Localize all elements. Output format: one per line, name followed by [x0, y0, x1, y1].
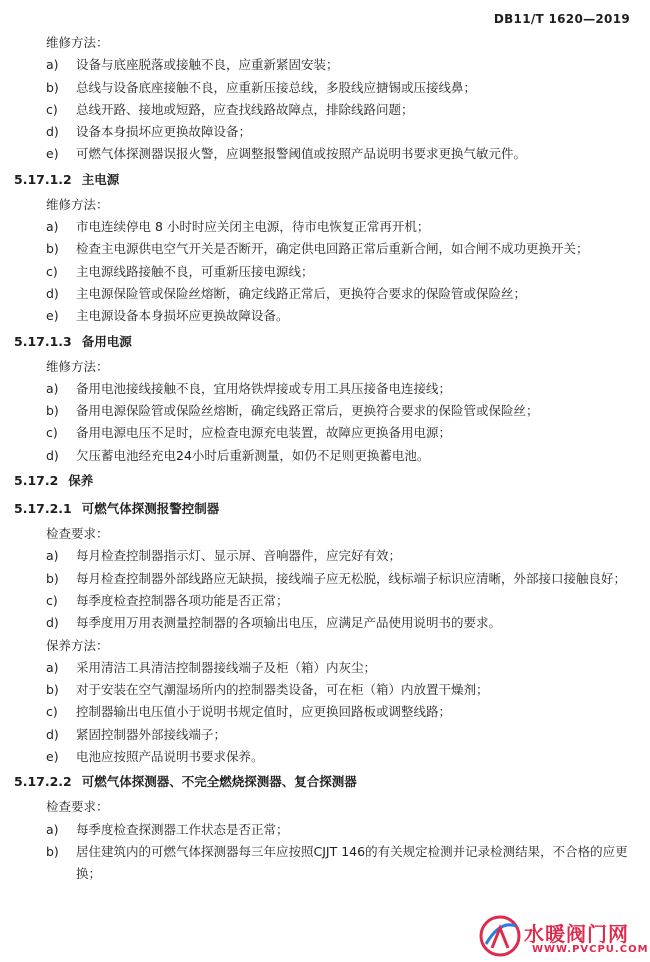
list-item — [0, 216, 650, 238]
section-title: 保养 — [68, 473, 94, 489]
list-item — [0, 657, 650, 679]
list-item-label: d) — [46, 285, 59, 301]
list-item — [0, 612, 650, 634]
list-intro: 维修方法： — [46, 196, 109, 212]
list-item-label: b) — [46, 843, 59, 859]
list-item-label: a) — [46, 821, 59, 837]
section-heading — [0, 768, 650, 796]
document-body — [0, 32, 650, 886]
watermark — [478, 914, 648, 960]
list-item-text: 可燃气体探测器误报火警，应调整报警阈值或按照产品说明书要求更换气敏元件。 — [76, 146, 527, 162]
section-title: 备用电源 — [81, 333, 132, 349]
list-item — [0, 121, 650, 143]
list-item-text: 控制器输出电压值小于说明书规定值时，应更换回路板或调整线路； — [76, 704, 452, 720]
section-number: 5.17.1.2 — [14, 171, 72, 187]
list-item-text: 电池应按照产品说明书要求保养。 — [76, 749, 264, 765]
list-item-text: 欠压蓄电池经充电24小时后重新测量，如仍不足则更换蓄电池。 — [76, 447, 430, 463]
list-item-text: 检查主电源供电空气开关是否断开，确定供电回路正常后重新合闸，如合闸不成功更换开关； — [76, 241, 589, 257]
list-item — [0, 746, 650, 768]
list-item-label: e) — [46, 308, 59, 324]
section-heading — [0, 495, 650, 523]
list-item-text: 每月检查控制器指示灯、显示屏、音响器件，应完好有效； — [76, 548, 402, 564]
watermark-title: 水暖阀门网 — [524, 922, 629, 946]
list-item-label: b) — [46, 682, 59, 698]
list-item-text: 对于安装在空气潮湿场所内的控制器类设备，可在柜（箱）内放置干燥剂； — [76, 682, 489, 698]
section-title: 可燃气体探测器、不完全燃烧探测器、复合探测器 — [81, 774, 357, 790]
list-item-text: 主电源设备本身损坏应更换故障设备。 — [76, 308, 289, 324]
list-item-text: 备用电源保险管或保险丝熔断，确定线路正常后，更换符合要求的保险管或保险丝； — [76, 403, 539, 419]
section-number: 5.17.1.3 — [14, 333, 72, 349]
list-item-text: 市电连续停电 8 小时时应关闭主电源，待市电恢复正常再开机； — [76, 219, 430, 235]
list-item-text: 每季度用万用表测量控制器的各项输出电压，应满足产品使用说明书的要求。 — [76, 615, 502, 631]
list-item-text: 每月检查控制器外部线路应无缺损，接线端子应无松脱，线标端子标识应清晰，外部接口接触良好； — [76, 570, 627, 586]
list-item — [0, 305, 650, 327]
section-number: 5.17.2.1 — [14, 501, 72, 517]
list-item-label: d) — [46, 124, 59, 140]
list-item-label: b) — [46, 241, 59, 257]
list-intro: 维修方法： — [46, 35, 109, 50]
list-item-label: b) — [46, 570, 59, 586]
list-item-text: 设备本身损坏应更换故障设备； — [76, 124, 252, 140]
section-heading — [0, 166, 650, 194]
section-number: 5.17.2.2 — [14, 774, 72, 790]
list-item — [0, 841, 650, 886]
watermark-url: WWW.PVCPU.COM — [532, 944, 649, 955]
section-title: 主电源 — [81, 171, 120, 187]
list-item-label: c) — [46, 101, 58, 117]
section-title: 可燃气体探测报警控制器 — [81, 501, 220, 517]
list-item — [0, 679, 650, 701]
list-item — [0, 568, 650, 590]
section-heading — [0, 328, 650, 356]
list-item — [0, 400, 650, 422]
list-item-text: 备用电源电压不足时，应检查电源充电装置，故障应更换备用电源； — [76, 425, 452, 441]
list-item-label: a) — [46, 219, 59, 235]
list-item-text: 每季度检查探测器工作状态是否正常； — [76, 821, 289, 837]
list-item-text: 紧固控制器外部接线端子； — [76, 726, 227, 742]
list-item-text: 总线开路、接地或短路，应查找线路故障点，排除线路问题； — [76, 101, 414, 117]
list-item-label: c) — [46, 425, 58, 441]
list-item-label: d) — [46, 447, 59, 463]
list-intro: 维修方法： — [46, 358, 109, 374]
list-item — [0, 590, 650, 612]
list-item-text: 设备与底座脱落或接触不良，应重新紧固安装； — [76, 57, 339, 73]
list-item — [0, 819, 650, 841]
list-item-label: a) — [46, 548, 59, 564]
section-number: 5.17.2 — [14, 473, 59, 489]
list-intro: 保养方法： — [46, 637, 109, 653]
list-item-label: a) — [46, 57, 59, 73]
watermark-logo-icon — [478, 914, 522, 958]
list-intro: 检查要求： — [46, 526, 109, 542]
list-item-label: a) — [46, 380, 59, 396]
list-item — [0, 77, 650, 99]
list-item — [0, 54, 650, 76]
list-item-label: b) — [46, 403, 59, 419]
list-item-label: c) — [46, 263, 58, 279]
list-item-text: 每季度检查控制器各项功能是否正常； — [76, 592, 289, 608]
list-item — [0, 99, 650, 121]
list-item-label: b) — [46, 79, 59, 95]
list-item-label: d) — [46, 726, 59, 742]
list-item — [0, 261, 650, 283]
list-item-label: c) — [46, 592, 58, 608]
list-item — [0, 545, 650, 567]
list-item-label: d) — [46, 615, 59, 631]
list-item — [0, 701, 650, 723]
list-item — [0, 143, 650, 165]
list-item-text: 备用电池接线接触不良，宜用烙铁焊接或专用工具压接备电连接线； — [76, 380, 452, 396]
list-item — [0, 422, 650, 444]
list-item-text: 采用清洁工具清洁控制器接线端子及柜（箱）内灰尘； — [76, 659, 377, 675]
list-item-label: a) — [46, 659, 59, 675]
list-item-label: e) — [46, 749, 59, 765]
section-heading — [0, 467, 650, 495]
list-item — [0, 238, 650, 260]
list-item-text: 主电源保险管或保险丝熔断，确定线路正常后，更换符合要求的保险管或保险丝； — [76, 285, 527, 301]
list-item-label: c) — [46, 704, 58, 720]
list-intro: 检查要求： — [46, 799, 109, 815]
list-item-text: 主电源线路接触不良，可重新压接电源线； — [76, 263, 314, 279]
list-item — [0, 283, 650, 305]
list-item — [0, 724, 650, 746]
list-item-label: e) — [46, 146, 59, 162]
list-item-text: 居住建筑内的可燃气体探测器每三年应按照CJJT 146的有关规定检测并记录检测结果，不合格的应更换； — [76, 843, 628, 882]
list-item-text: 总线与设备底座接触不良，应重新压接总线，多股线应搪锡或压接线鼻； — [76, 79, 477, 95]
document-code: DB11/T 1620—2019 — [493, 12, 630, 26]
list-item — [0, 378, 650, 400]
list-item — [0, 445, 650, 467]
